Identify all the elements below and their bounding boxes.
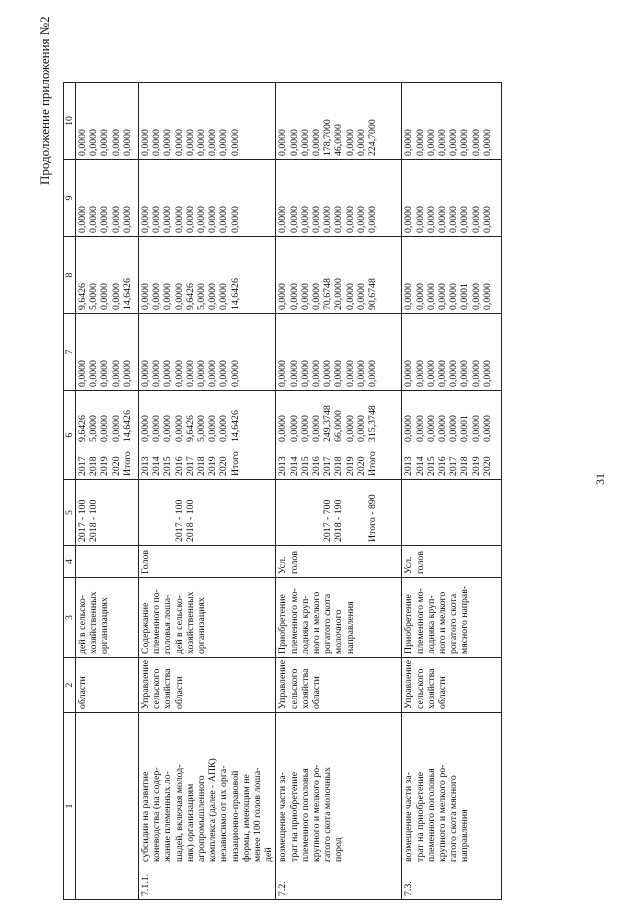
item-cell — [76, 713, 139, 900]
col8-cell: 0,0000 0,0000 0,0000 0,0000 70,6748 20,0000 0,0000 0,0000 90,6748 — [276, 237, 402, 314]
event-cell: дей в сельско- хозяйственных организациях — [76, 578, 139, 658]
unit-cell: Усл. голов — [402, 546, 502, 578]
volume-cell: 2017 - 100 2018 - 100 — [139, 480, 276, 546]
header-cell: 6 — [64, 391, 76, 480]
years-amount-cell — [76, 391, 139, 480]
header-cell: 7 — [64, 314, 76, 391]
amount-list: 0,0000 0,0000 0,0000 0,0000 0,0000 0,0001 0,0000 0,0000 — [403, 415, 493, 442]
amount-list: 9,6426 5,0000 0,0000 0,0000 14,6426 — [77, 410, 133, 442]
item-number: 7.1.1. — [140, 873, 151, 896]
col7-cell: 0,0000 0,0000 0,0000 0,0000 0,0000 0,0000 0,0000 0,0000 0,0000 — [139, 314, 276, 391]
appendix-table — [63, 82, 502, 900]
col8-cell: 0,0000 0,0000 0,0000 0,0000 9,6426 5,0000 0,0000 0,0000 14,6426 — [139, 237, 276, 314]
event-cell: Содержание племенного по- головья лоша- дей в сельско- хозяйственных организациях — [139, 578, 276, 658]
header-cell: 2 — [64, 658, 76, 713]
years-amount-cell — [139, 391, 276, 480]
volume-cell: 2017 - 700 2018 - 190 Итого - 890 — [276, 480, 402, 546]
header-cell: 10 — [64, 83, 76, 160]
years-amount-cell — [276, 391, 402, 480]
table-row — [76, 83, 139, 900]
unit-cell: Усл. голов — [276, 546, 402, 578]
col8-cell: 9,6426 5,0000 0,0000 0,0000 14,6426 — [76, 237, 139, 314]
volume-cell: 2017 - 100 2018 - 100 — [76, 480, 139, 546]
year-list: 2013 2014 2015 2016 2017 2018 2019 2020 — [403, 456, 493, 476]
col8-cell: 0,0000 0,0000 0,0000 0,0000 0,0000 0,0001 0,0000 0,0000 — [402, 237, 502, 314]
col10-cell: 0,0000 0,0000 0,0000 0,0000 178,7000 46,0000 0,0000 0,0000 224,7000 — [276, 83, 402, 160]
item-name: возмещение части за- трат на приобретение племенного поголовья крупного и мелкого ро- гатого скота мясного направления — [403, 764, 471, 862]
item-number: 7.3. — [403, 881, 415, 896]
year-list: 2013 2014 2015 2016 2017 2018 2019 2020 Итого — [277, 451, 379, 476]
page-number: 31 — [593, 473, 607, 485]
item-cell — [402, 713, 502, 900]
header-cell: 8 — [64, 237, 76, 314]
item-name: возмещение части за- трат на приобретение племенного поголовья крупного и мелкого ро- гатого скота молочных пород — [277, 764, 345, 862]
header-cell: 5 — [64, 480, 76, 546]
unit-cell: Голов — [139, 546, 276, 578]
col9-cell: 0,0000 0,0000 0,0000 0,0000 0,0000 — [76, 160, 139, 237]
header-cell: 9 — [64, 160, 76, 237]
col10-cell: 0,0000 0,0000 0,0000 0,0000 0,0000 — [76, 83, 139, 160]
table-row — [402, 83, 502, 900]
event-cell: Приобретение племенного мо- лодняка круп- ного и мелкого рогатого скота молочного направления — [276, 578, 402, 658]
header-cell: 1 — [64, 713, 76, 900]
table-row — [139, 83, 276, 900]
executor-cell: Управление сельского хозяйства области — [402, 658, 502, 713]
volume-cell — [402, 480, 502, 546]
col7-cell: 0,0000 0,0000 0,0000 0,0000 0,0000 0,0000 0,0000 0,0000 0,0000 — [276, 314, 402, 391]
header-cell: 3 — [64, 578, 76, 658]
col10-cell: 0,0000 0,0000 0,0000 0,0000 0,0000 0,0000 0,0000 0,0000 0,0000 — [139, 83, 276, 160]
years-amount-cell — [402, 391, 502, 480]
executor-cell: области — [76, 658, 139, 713]
year-list: 2013 2014 2015 2016 2017 2018 2019 2020 Итого — [140, 451, 241, 476]
col7-cell: 0,0000 0,0000 0,0000 0,0000 0,0000 — [76, 314, 139, 391]
item-cell — [276, 713, 402, 900]
item-name: субсидии на развитие коневодства (на содер- жание племенных ло- шадей, включая молод- няк) организациям агропромышленного комплекса (далее - АПК) независимо от их орга- низационно-правовой формы, имеющим не менее 100 голов лоша- дей — [140, 758, 275, 862]
amount-list: 0,0000 0,0000 0,0000 0,0000 249,3748 66,0000 0,0000 0,0000 315,3748 — [277, 405, 379, 442]
year-list: 2017 2018 2019 2020 Итого — [77, 451, 133, 476]
amount-list: 0,0000 0,0000 0,0000 0,0000 9,6426 5,0000 0,0000 0,0000 14,6426 — [140, 410, 241, 442]
event-cell: Приобретение племенного мо- лодняка круп- ного и мелкого рогатого скота мясного направ- — [402, 578, 502, 658]
item-number: 7.2. — [277, 881, 289, 896]
item-cell — [139, 713, 276, 900]
executor-cell: Управление сельского хозяйства области — [276, 658, 402, 713]
col9-cell: 0,0000 0,0000 0,0000 0,0000 0,0000 0,0000 0,0000 0,0000 0,0000 — [139, 160, 276, 237]
continuation-label: Продолжение приложения №2 — [37, 16, 52, 185]
col9-cell: 0,0000 0,0000 0,0000 0,0000 0,0000 0,0000 0,0000 0,0000 — [402, 160, 502, 237]
unit-cell — [76, 546, 139, 578]
col7-cell: 0,0000 0,0000 0,0000 0,0000 0,0000 0,0000 0,0000 0,0000 — [402, 314, 502, 391]
col9-cell: 0,0000 0,0000 0,0000 0,0000 0,0000 0,0000 0,0000 0,0000 0,0000 — [276, 160, 402, 237]
executor-cell: Управление сельского хозяйства области — [139, 658, 276, 713]
header-cell: 4 — [64, 546, 76, 578]
table-row — [276, 83, 402, 900]
col10-cell: 0,0000 0,0000 0,0000 0,0000 0,0000 0,0000 0,0000 0,0000 — [402, 83, 502, 160]
header-row — [64, 83, 76, 900]
